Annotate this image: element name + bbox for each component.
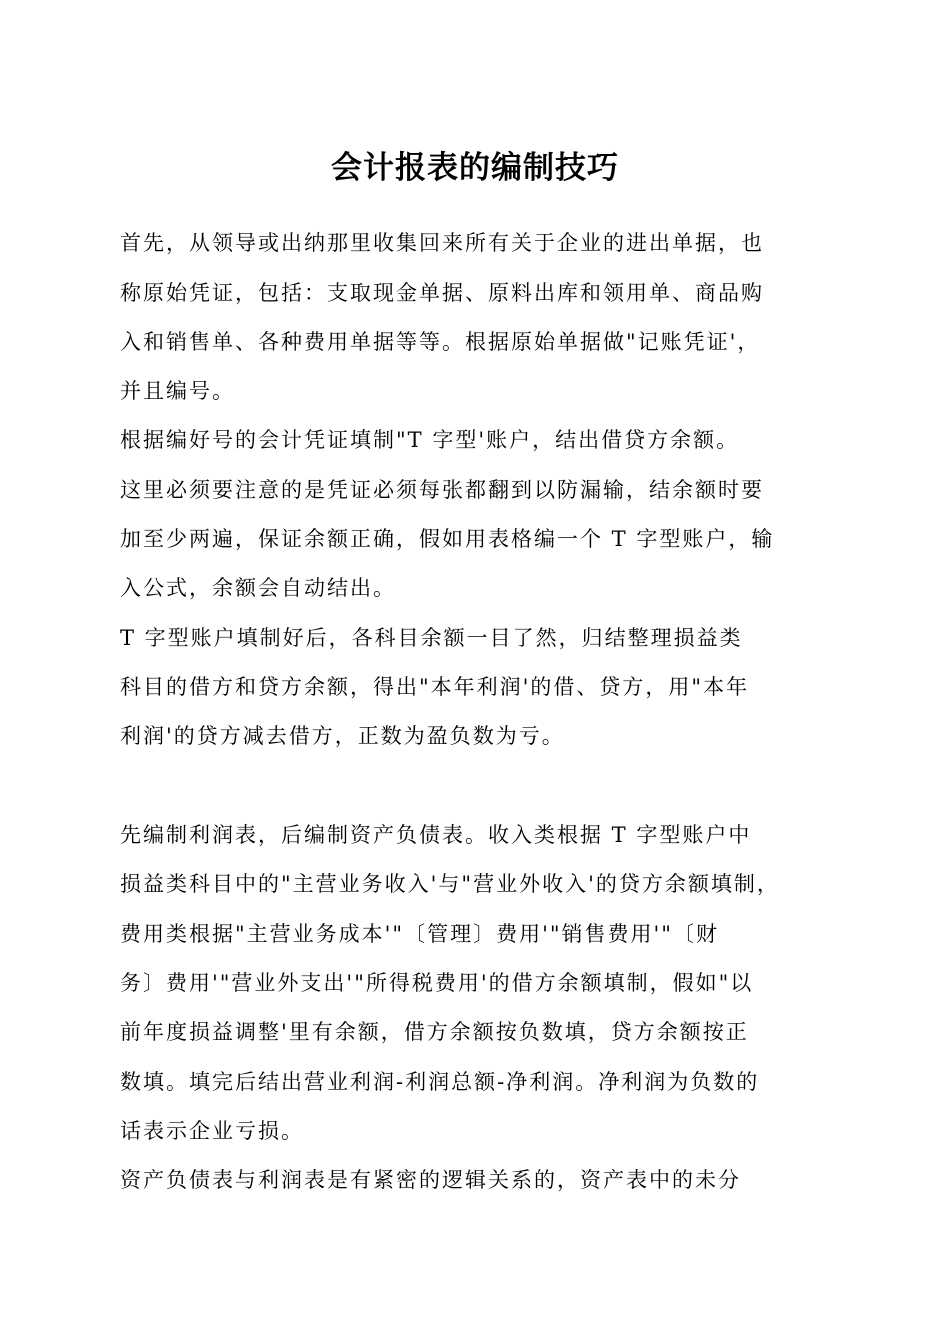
body-line: 前年度损益调整'里有余额，借方余额按负数填，贷方余额按正 — [120, 1020, 749, 1044]
body-line: 这里必须要注意的是凭证必须每张都翻到以防漏输，结余额时要 — [120, 478, 764, 502]
body-line: 加至少两遍，保证余额正确，假如用表格编一个 T 字型账户，输 — [120, 527, 775, 551]
body-line: 数填。填完后结出营业利润-利润总额-净利润。净利润为负数的 — [120, 1070, 760, 1094]
body-line: 并且编号。 — [120, 379, 235, 403]
document-title: 会计报表的编制技巧 — [331, 150, 619, 186]
body-line: 首先，从领导或出纳那里收集回来所有关于企业的进出单据，也 — [120, 231, 764, 255]
body-line: 资产负债表与利润表是有紧密的逻辑关系的，资产表中的未分 — [120, 1168, 741, 1192]
body-line: 根据编好号的会计凭证填制"T 字型'账户，结出借贷方余额。 — [120, 428, 740, 452]
body-line: 话表示企业亏损。 — [120, 1119, 304, 1143]
body-line: 损益类科目中的"主营业务收入'与"营业外收入'的贷方余额填制， — [120, 872, 780, 896]
body-line: 利润'的贷方减去借方，正数为盈负数为亏。 — [120, 724, 565, 748]
body-line: 称原始凭证，包括：支取现金单据、原料出库和领用单、商品购 — [120, 281, 764, 305]
body-line: 入和销售单、各种费用单据等等。根据原始单据做"记账凭证'， — [120, 330, 761, 354]
body-line: 科目的借方和贷方余额，得出"本年利润'的借、贷方，用"本年 — [120, 675, 750, 699]
body-line: 费用类根据"主营业务成本'"〔管理〕费用'"销售费用'"〔财 — [120, 922, 719, 946]
body-line: 先编制利润表，后编制资产负债表。收入类根据 T 字型账户中 — [120, 823, 752, 847]
body-line: 务〕费用'"营业外支出'"所得税费用'的借方余额填制，假如"以 — [120, 971, 754, 995]
body-line: 入公式，余额会自动结出。 — [120, 576, 396, 600]
body-line: T 字型账户填制好后，各科目余额一目了然，归结整理损益类 — [120, 626, 743, 650]
